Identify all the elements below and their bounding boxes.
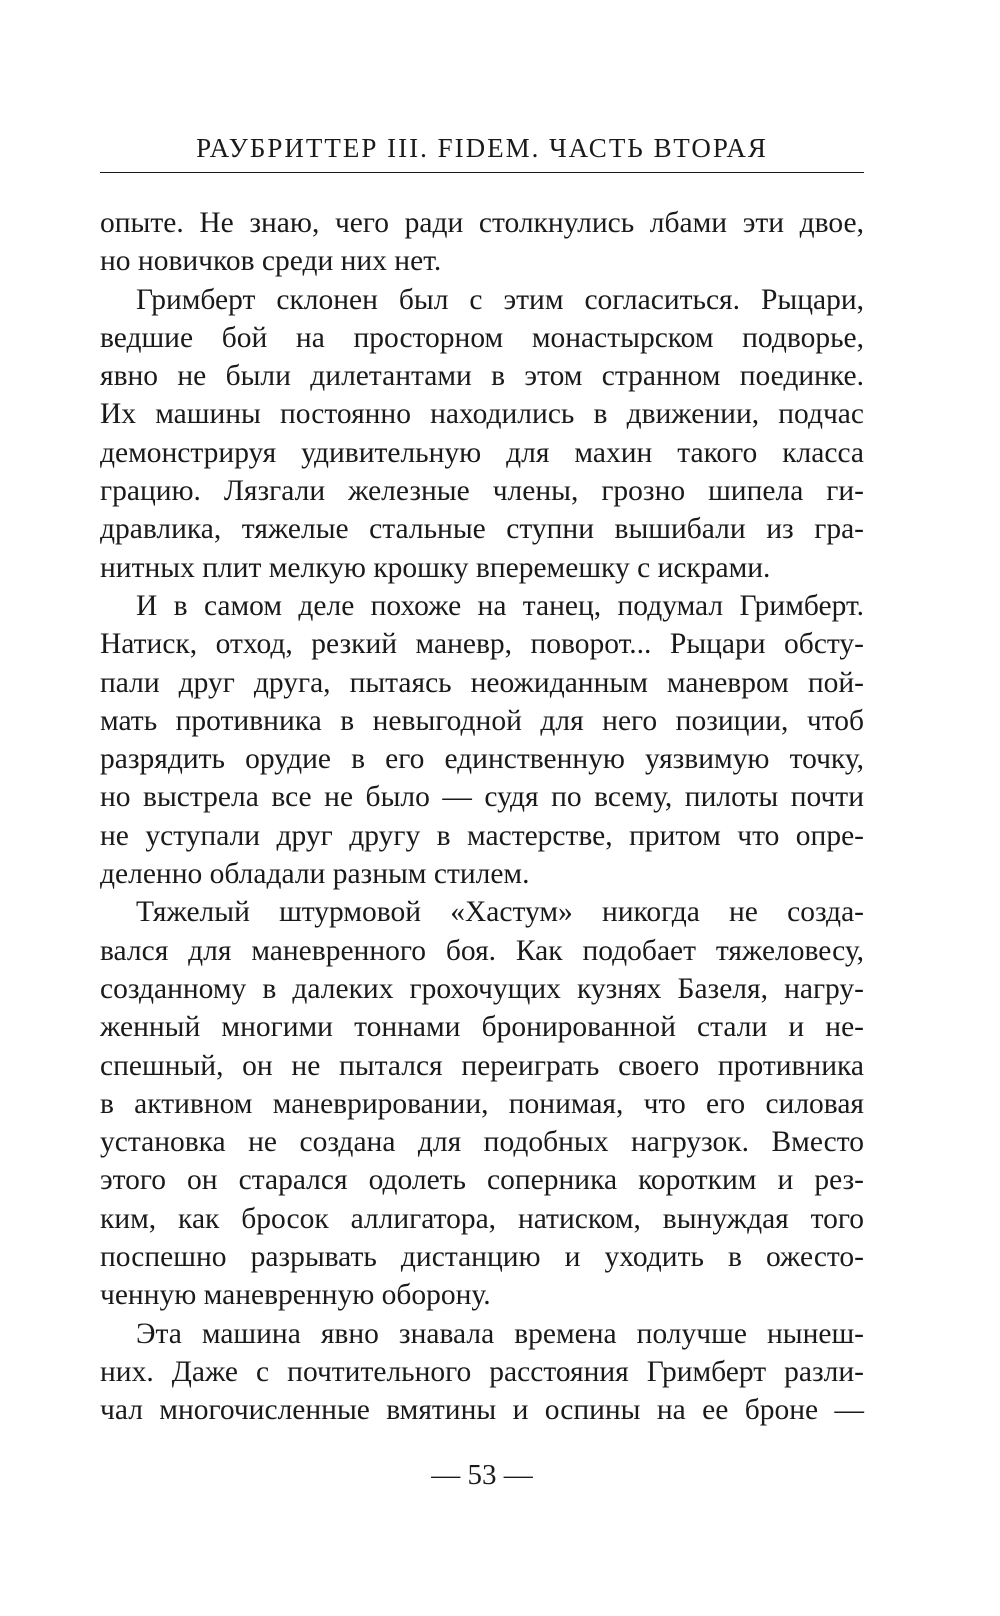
running-head: РАУБРИТТЕР III. FIDEM. ЧАСТЬ ВТОРАЯ [196,133,768,163]
text-line: ким, как бросок аллигатора, натиском, вынуждая того [100,1202,864,1235]
text-line: Гримберт склонен был с этим согласиться. Рыцари, [136,283,864,316]
paragraph [100,587,864,893]
text-line: опыте. Не знаю, чего ради столкнулись лбами эти двое, [100,207,864,239]
text-line: установка не создана для подобных нагрузок. Вместо [100,1126,864,1159]
text-line: Их машины постоянно находились в движении, подчас [100,398,864,431]
text-line: явно не были дилетантами в этом странном поединке. [100,360,864,393]
text-line: мать противника в невыгодной для него позиции, чтоб [100,704,864,737]
text-line: Натиск, отход, резкий маневр, поворот... Рыцари обсту- [100,628,864,661]
text-line: И в самом деле похоже на танец, подумал Гримберт. [136,589,864,622]
text-line: женный многими тоннами бронированной стали и не- [100,1011,864,1044]
text-line: но выстрела все не было — судя по всему, пилоты почти [100,781,864,814]
text-line: в активном маневрировании, понимая, что его силовая [100,1087,864,1120]
page-number: — 53 — [431,1459,533,1491]
text-line: поспешно разрывать дистанцию и уходить в ожесто- [100,1241,864,1274]
paragraph [100,1315,864,1430]
paragraph [100,204,864,281]
text-line: демонстрируя удивительную для махин такого класса [100,436,864,469]
text-line: Эта машина явно знавала времена получше нынеш- [136,1317,864,1350]
body-text [100,204,864,1430]
text-line: дравлика, тяжелые стальные ступни вышибали из гра- [100,513,864,546]
header-rule [100,172,864,173]
text-line: чал многочисленные вмятины и оспины на ее броне — [100,1394,864,1427]
text-line: ченную маневренную оборону. [100,1279,491,1312]
text-line: разрядить орудие в его единственную уязвимую точку, [100,743,864,776]
text-line: созданному в далеких грохочущих кузнях Базеля, нагру- [100,972,864,1005]
text-line: грацию. Лязгали железные члены, грозно шипела ги- [100,475,864,508]
text-line: этого он старался одолеть соперника коротким и рез- [100,1164,864,1197]
paragraph [100,893,864,1314]
text-line: спешный, он не пытался переиграть своего противника [100,1049,864,1082]
text-line: Тяжелый штурмовой «Хастум» никогда не созда- [136,896,864,929]
text-line: нитных плит мелкую крошку вперемешку с искрами. [100,551,771,584]
text-line: них. Даже с почтительного расстояния Гримберт разли- [100,1355,864,1388]
text-line: ведшие бой на просторном монастырском подворье, [100,321,864,354]
text-line: деленно обладали разным стилем. [100,858,530,891]
text-line: пали друг друга, пытаясь неожиданным маневром пой- [100,666,864,699]
text-line: не уступали друг другу в мастерстве, притом что опре- [100,819,864,852]
text-line: вался для маневренного боя. Как подобает тяжеловесу, [100,934,864,967]
text-line: но новичков среди них нет. [100,245,442,278]
paragraph [100,281,864,587]
